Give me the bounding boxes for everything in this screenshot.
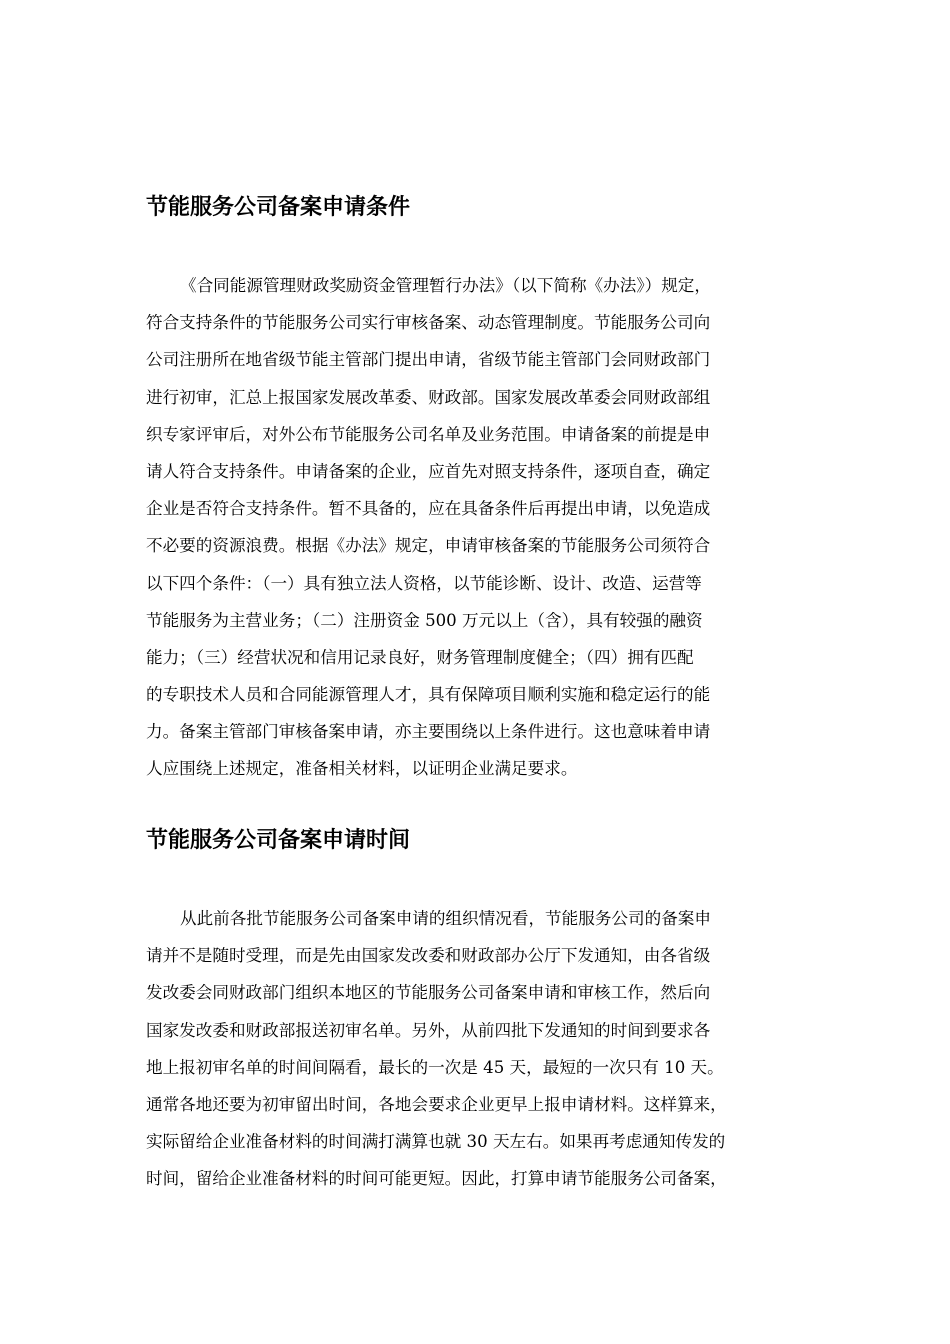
paragraph-line: 实际留给企业准备材料的时间满打满算也就 30 天左右。如果再考虑通知传发的 bbox=[146, 1132, 726, 1152]
paragraph-line: 国家发改委和财政部报送初审名单。另外，从前四批下发通知的时间到要求各 bbox=[146, 1020, 711, 1040]
paragraph-line: 公司注册所在地省级节能主管部门提出申请，省级节能主管部门会同财政部门 bbox=[146, 350, 711, 370]
paragraph-line: 时间，留给企业准备材料的时间可能更短。因此，打算申请节能服务公司备案， bbox=[146, 1169, 727, 1189]
paragraph-line: 请并不是随时受理，而是先由国家发改委和财政部办公厅下发通知，由各省级 bbox=[146, 946, 711, 966]
paragraph-line: 发改委会同财政部门组织本地区的节能服务公司备案申请和审核工作，然后向 bbox=[146, 983, 711, 1003]
paragraph-line: 通常各地还要为初审留出时间，各地会要求企业更早上报申请材料。这样算来， bbox=[146, 1094, 727, 1114]
section-heading-timing: 节能服务公司备案申请时间 bbox=[146, 828, 411, 853]
paragraph-conditions bbox=[146, 267, 826, 788]
paragraph-line: 进行初审，汇总上报国家发展改革委、财政部。国家发展改革委会同财政部组 bbox=[146, 387, 711, 407]
paragraph-line: 企业是否符合支持条件。暂不具备的，应在具备条件后再提出申请，以免造成 bbox=[146, 499, 711, 519]
paragraph-line: 《合同能源管理财政奖励资金管理暂行办法》（以下简称《办法》）规定， bbox=[180, 276, 711, 295]
paragraph-line: 以下四个条件：（一）具有独立法人资格，以节能诊断、设计、改造、运营等 bbox=[146, 573, 702, 593]
paragraph-line: 力。备案主管部门审核备案申请，亦主要围绕以上条件进行。这也意味着申请 bbox=[146, 722, 711, 742]
paragraph-line: 的专职技术人员和合同能源管理人才，具有保障项目顺利实施和稳定运行的能 bbox=[146, 685, 711, 705]
paragraph-line: 人应围绕上述规定，准备相关材料，以证明企业满足要求。 bbox=[146, 759, 578, 779]
paragraph-line: 请人符合支持条件。申请备案的企业，应首先对照支持条件，逐项自查，确定 bbox=[146, 461, 711, 481]
paragraph-line: 从此前各批节能服务公司备案申请的组织情况看，节能服务公司的备案申 bbox=[180, 909, 711, 928]
section-heading-conditions: 节能服务公司备案申请条件 bbox=[146, 195, 411, 220]
paragraph-line: 织专家评审后，对外公布节能服务公司名单及业务范围。申请备案的前提是申 bbox=[146, 424, 711, 444]
paragraph-line: 地上报初审名单的时间间隔看，最长的一次是 45 天，最短的一次只有 10 天。 bbox=[146, 1057, 724, 1077]
paragraph-line: 能力；（三）经营状况和信用记录良好，财务管理制度健全；（四）拥有匹配 bbox=[146, 647, 694, 667]
paragraph-line: 不必要的资源浪费。根据《办法》规定，申请审核备案的节能服务公司须符合 bbox=[146, 536, 711, 556]
paragraph-line: 节能服务为主营业务；（二）注册资金 500 万元以上（含），具有较强的融资 bbox=[146, 610, 703, 630]
paragraph-line: 符合支持条件的节能服务公司实行审核备案、动态管理制度。节能服务公司向 bbox=[146, 313, 711, 333]
paragraph-timing bbox=[146, 900, 826, 1198]
